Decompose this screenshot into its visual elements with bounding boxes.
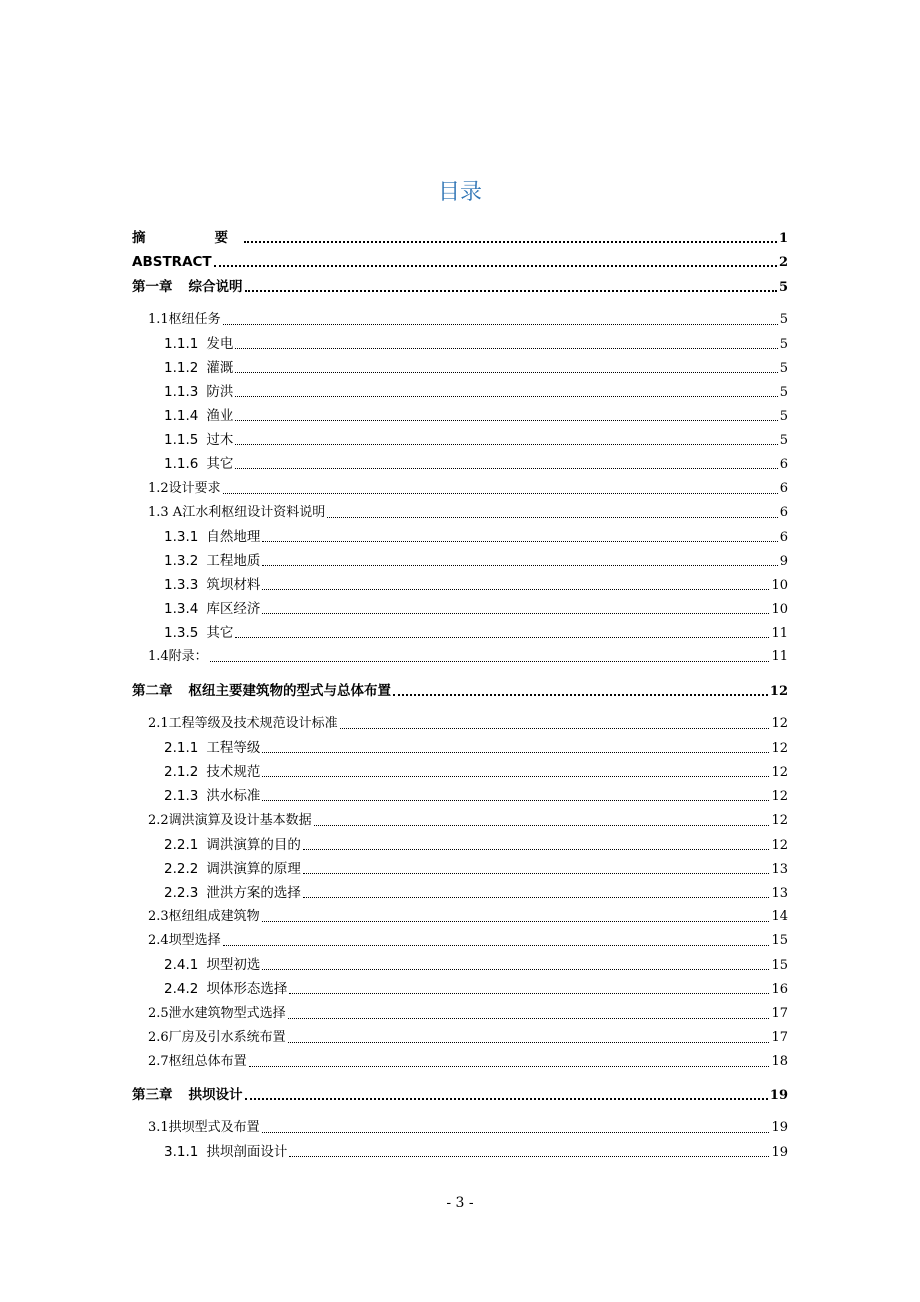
toc-entry[interactable] bbox=[148, 502, 788, 524]
toc-entry-label bbox=[164, 737, 260, 759]
toc-entry[interactable] bbox=[148, 309, 788, 331]
toc-entry-label bbox=[148, 810, 312, 832]
toc-entry-number: 第三章 bbox=[132, 1087, 173, 1103]
toc-entry[interactable] bbox=[164, 405, 788, 427]
toc-entry-text: 2.4坝型选择 bbox=[148, 933, 221, 948]
toc-entry-text: 2.1工程等级及技术规范设计标准 bbox=[148, 716, 338, 731]
page-title: 目录 bbox=[437, 180, 482, 205]
toc-entry-label bbox=[164, 622, 233, 644]
toc-leader-dots bbox=[214, 264, 777, 267]
toc-leader-dots bbox=[303, 848, 770, 850]
toc-leader-dots bbox=[235, 419, 777, 421]
page-number: - 3 - bbox=[446, 1195, 474, 1211]
toc-entry[interactable] bbox=[164, 598, 788, 620]
toc-entry-text: 发电 bbox=[206, 336, 234, 352]
toc-entry-text: 3.1拱坝型式及布置 bbox=[148, 1120, 260, 1135]
toc-entry-number: 第一章 bbox=[132, 279, 173, 295]
toc-entry-page: 5 bbox=[779, 361, 788, 376]
toc-entry-number: 1.3.5 bbox=[164, 625, 199, 641]
toc-entry-page: 5 bbox=[779, 337, 788, 352]
toc-leader-dots bbox=[223, 944, 770, 946]
toc-leader-dots bbox=[223, 492, 778, 494]
toc-entry-text: 灌溉 bbox=[206, 360, 234, 376]
toc-entry-page: 12 bbox=[771, 741, 788, 756]
toc-entry-text: 工程等级 bbox=[206, 740, 261, 756]
toc-entry-text: 工程地质 bbox=[206, 553, 261, 569]
toc-entry-text: 2.5泄水建筑物型式选择 bbox=[148, 1006, 286, 1021]
toc-entry-label bbox=[148, 1027, 286, 1049]
toc-entry-number: 1.1.2 bbox=[164, 360, 199, 376]
toc-entry[interactable] bbox=[148, 713, 788, 735]
toc-entry-number: 1.1.4 bbox=[164, 408, 199, 424]
toc-entry-text: 摘 要 bbox=[132, 230, 242, 246]
toc-entry-text: 调洪演算的原理 bbox=[206, 861, 301, 877]
toc-entry-page: 1 bbox=[778, 231, 788, 246]
toc-entry-text: 枢纽主要建筑物的型式与总体布置 bbox=[188, 683, 391, 699]
toc-leader-dots bbox=[262, 1131, 770, 1133]
toc-entry-label bbox=[164, 333, 233, 355]
toc-entry-label bbox=[164, 526, 260, 548]
toc-entry-page: 12 bbox=[771, 789, 788, 804]
toc-leader-dots bbox=[393, 693, 768, 696]
toc-entry-text: 自然地理 bbox=[206, 529, 261, 545]
toc-entry-number: 2.1.3 bbox=[164, 788, 199, 804]
toc-entry-page: 11 bbox=[771, 626, 788, 641]
toc-entry-text: 1.4附录： bbox=[148, 649, 208, 664]
toc-entry-number: 1.3.1 bbox=[164, 529, 199, 545]
toc-leader-dots bbox=[249, 1065, 770, 1067]
toc-entry-page: 5 bbox=[779, 312, 788, 327]
toc-leader-dots bbox=[289, 992, 769, 994]
toc-entry-text: 拱坝设计 bbox=[188, 1087, 243, 1103]
toc-leader-dots bbox=[244, 240, 777, 243]
toc-entry[interactable] bbox=[164, 333, 788, 355]
toc-entry[interactable] bbox=[164, 429, 788, 451]
toc-entry-page: 12 bbox=[771, 838, 788, 853]
toc-entry-page: 12 bbox=[769, 684, 788, 699]
toc-entry[interactable] bbox=[164, 785, 788, 807]
toc-entry-label bbox=[148, 1051, 247, 1073]
toc-entry-page: 14 bbox=[771, 909, 788, 924]
toc-leader-dots bbox=[245, 289, 777, 292]
toc-entry-page: 18 bbox=[771, 1054, 788, 1069]
toc-entry-label bbox=[148, 502, 325, 524]
toc-entry[interactable] bbox=[164, 381, 788, 403]
toc-entry-number: 1.3.2 bbox=[164, 553, 199, 569]
toc-entry-text: 1.1枢纽任务 bbox=[148, 312, 221, 327]
toc-entry[interactable] bbox=[164, 622, 788, 644]
toc-leader-dots bbox=[235, 443, 777, 445]
toc-entry-page: 5 bbox=[779, 433, 788, 448]
toc-entry-label bbox=[164, 453, 233, 475]
toc-leader-dots bbox=[288, 1041, 770, 1043]
toc-entry-label bbox=[148, 713, 338, 735]
toc-leader-dots bbox=[262, 799, 769, 801]
toc-entry[interactable] bbox=[148, 1051, 788, 1073]
toc-entry-page: 13 bbox=[771, 862, 788, 877]
toc-entry[interactable] bbox=[148, 478, 788, 500]
toc-leader-dots bbox=[235, 371, 777, 373]
toc-entry-label bbox=[164, 785, 260, 807]
toc-entry-label bbox=[148, 478, 221, 500]
toc-entry[interactable] bbox=[164, 737, 788, 759]
toc-entry-label bbox=[132, 251, 212, 273]
toc-entry-page: 6 bbox=[779, 457, 788, 472]
toc-entry-number: 第二章 bbox=[132, 683, 173, 699]
toc-entry[interactable] bbox=[148, 1003, 788, 1025]
toc-entry[interactable] bbox=[132, 276, 788, 298]
toc-entry[interactable] bbox=[148, 906, 788, 928]
toc-entry-label bbox=[148, 930, 221, 952]
toc-entry-label bbox=[148, 309, 221, 331]
toc-entry-page: 9 bbox=[779, 554, 788, 569]
toc-entry-label bbox=[164, 834, 301, 856]
toc-entry[interactable] bbox=[164, 954, 788, 976]
toc-entry-page: 5 bbox=[779, 409, 788, 424]
toc-entry[interactable] bbox=[164, 882, 788, 904]
toc-entry-text: 库区经济 bbox=[206, 601, 261, 617]
toc-entry-label bbox=[164, 1141, 287, 1163]
toc-entry-page: 2 bbox=[778, 255, 788, 270]
toc-leader-dots bbox=[210, 660, 770, 662]
toc-entry-number: 2.4.1 bbox=[164, 957, 199, 973]
toc-entry-text: 坝型初选 bbox=[206, 957, 261, 973]
toc-leader-dots bbox=[303, 896, 770, 898]
toc-entry-page: 10 bbox=[771, 578, 788, 593]
toc-entry-number: 1.3.4 bbox=[164, 601, 199, 617]
toc-leader-dots bbox=[262, 564, 777, 566]
toc-entry[interactable] bbox=[164, 858, 788, 880]
toc-entry-page: 6 bbox=[779, 481, 788, 496]
toc-entry-number: 2.2.3 bbox=[164, 885, 199, 901]
toc-entry[interactable] bbox=[132, 1084, 788, 1106]
toc-entry-label bbox=[164, 381, 233, 403]
toc-leader-dots bbox=[340, 727, 770, 729]
toc-entry-text: 2.3枢纽组成建筑物 bbox=[148, 909, 260, 924]
toc-entry-page: 12 bbox=[771, 813, 788, 828]
toc-entry-label bbox=[164, 598, 260, 620]
toc-entry-text: 1.3 A江水利枢纽设计资料说明 bbox=[148, 505, 326, 520]
toc-leader-dots bbox=[262, 612, 769, 614]
toc-leader-dots bbox=[245, 1097, 768, 1100]
toc-entry-text: 渔业 bbox=[206, 408, 234, 424]
toc-entry-page: 17 bbox=[771, 1030, 788, 1045]
toc-leader-dots bbox=[303, 872, 770, 874]
toc-entry-text: 过木 bbox=[206, 432, 234, 448]
toc-entry-label bbox=[148, 1003, 286, 1025]
toc-entry[interactable] bbox=[164, 453, 788, 475]
toc-entry-page: 5 bbox=[779, 385, 788, 400]
toc-leader-dots bbox=[262, 540, 777, 542]
toc-leader-dots bbox=[235, 347, 777, 349]
toc-entry-page: 15 bbox=[771, 958, 788, 973]
toc-entry-number: 2.2.2 bbox=[164, 861, 199, 877]
toc-entry-text: 其它 bbox=[206, 625, 234, 641]
toc-entry-text: 技术规范 bbox=[206, 764, 261, 780]
toc-entry-label bbox=[148, 1117, 260, 1139]
toc-entry[interactable] bbox=[164, 834, 788, 856]
toc-entry-number: 1.1.1 bbox=[164, 336, 199, 352]
toc-entry-text: ABSTRACT bbox=[132, 254, 212, 270]
toc-entry-text: 2.2调洪演算及设计基本数据 bbox=[148, 813, 312, 828]
toc-entry-page: 19 bbox=[771, 1120, 788, 1135]
toc-entry-text: 调洪演算的目的 bbox=[206, 837, 301, 853]
toc-entry[interactable] bbox=[164, 550, 788, 572]
toc-entry-text: 泄洪方案的选择 bbox=[206, 885, 301, 901]
toc-entry-label bbox=[164, 405, 233, 427]
toc-entry-label bbox=[132, 680, 391, 702]
toc-entry-page: 6 bbox=[779, 505, 788, 520]
toc-entry-number: 2.2.1 bbox=[164, 837, 199, 853]
toc-entry-text: 2.7枢纽总体布置 bbox=[148, 1054, 247, 1069]
toc-entry-page: 15 bbox=[771, 933, 788, 948]
toc-entry[interactable] bbox=[132, 680, 788, 702]
toc-entry[interactable] bbox=[132, 227, 788, 249]
toc-leader-dots bbox=[223, 323, 778, 325]
toc-leader-dots bbox=[262, 968, 769, 970]
toc-entry-label bbox=[164, 429, 233, 451]
toc-entry-page: 10 bbox=[771, 602, 788, 617]
toc-entry-label bbox=[164, 357, 233, 379]
toc-entry-label bbox=[164, 882, 301, 904]
toc-leader-dots bbox=[262, 588, 769, 590]
toc-leader-dots bbox=[289, 1155, 769, 1157]
toc-leader-dots bbox=[235, 395, 777, 397]
toc-entry-text: 其它 bbox=[206, 456, 234, 472]
toc-leader-dots bbox=[235, 636, 769, 638]
toc-entry-label bbox=[132, 227, 242, 249]
toc-entry-label bbox=[148, 646, 208, 668]
toc-entry-label bbox=[164, 574, 260, 596]
toc-entry[interactable] bbox=[148, 1117, 788, 1139]
toc-entry[interactable] bbox=[148, 810, 788, 832]
toc-leader-dots bbox=[327, 516, 778, 518]
toc-entry-text: 综合说明 bbox=[188, 279, 243, 295]
toc-leader-dots bbox=[235, 467, 777, 469]
toc-entry-number: 1.1.6 bbox=[164, 456, 199, 472]
toc-entry-label bbox=[164, 858, 301, 880]
toc-entry[interactable] bbox=[164, 1141, 788, 1163]
toc-entry-page: 13 bbox=[771, 886, 788, 901]
toc-entry-number: 2.1.2 bbox=[164, 764, 199, 780]
toc-entry-page: 16 bbox=[771, 982, 788, 997]
toc-entry-page: 17 bbox=[771, 1006, 788, 1021]
toc-entry[interactable] bbox=[164, 761, 788, 783]
toc-entry[interactable] bbox=[148, 1027, 788, 1049]
toc-entry-number: 1.1.3 bbox=[164, 384, 199, 400]
toc-entry[interactable] bbox=[164, 357, 788, 379]
toc-entry[interactable] bbox=[148, 930, 788, 952]
toc-entry-label bbox=[148, 906, 260, 928]
toc-leader-dots bbox=[262, 751, 769, 753]
toc-entry-text: 坝体形态选择 bbox=[206, 981, 288, 997]
toc-entry[interactable] bbox=[164, 978, 788, 1000]
toc-entry-label bbox=[164, 761, 260, 783]
toc-leader-dots bbox=[314, 824, 770, 826]
toc-entry-label bbox=[164, 978, 287, 1000]
toc-entry[interactable] bbox=[132, 251, 788, 273]
toc-entry-page: 19 bbox=[771, 1145, 788, 1160]
toc-entry-number: 1.3.3 bbox=[164, 577, 199, 593]
toc-entry-number: 2.1.1 bbox=[164, 740, 199, 756]
toc-entry-text: 拱坝剖面设计 bbox=[206, 1144, 288, 1160]
toc-entry-number: 1.1.5 bbox=[164, 432, 199, 448]
toc-entry[interactable] bbox=[148, 646, 788, 668]
toc-entry-page: 19 bbox=[769, 1088, 788, 1103]
toc-entry-text: 2.6厂房及引水系统布置 bbox=[148, 1030, 286, 1045]
toc-entry-number: 2.4.2 bbox=[164, 981, 199, 997]
toc-leader-dots bbox=[262, 775, 769, 777]
toc-entry-page: 12 bbox=[771, 716, 788, 731]
toc-entry[interactable] bbox=[164, 526, 788, 548]
toc-entry-label bbox=[164, 954, 260, 976]
toc-entry-page: 6 bbox=[779, 530, 788, 545]
toc-entry-page: 12 bbox=[771, 765, 788, 780]
toc-entry-page: 5 bbox=[778, 280, 788, 295]
toc-entry-label bbox=[132, 1084, 243, 1106]
toc-entry-text: 洪水标准 bbox=[206, 788, 261, 804]
toc-entry-text: 筑坝材料 bbox=[206, 577, 261, 593]
toc-entry[interactable] bbox=[164, 574, 788, 596]
toc-entry-page: 11 bbox=[771, 649, 788, 664]
toc-entry-label bbox=[164, 550, 260, 572]
toc-entry-label bbox=[132, 276, 243, 298]
toc-entry-text: 防洪 bbox=[206, 384, 234, 400]
toc-leader-dots bbox=[288, 1017, 770, 1019]
toc-entry-text: 1.2设计要求 bbox=[148, 481, 221, 496]
toc-entry-number: 3.1.1 bbox=[164, 1144, 199, 1160]
toc-leader-dots bbox=[262, 920, 770, 922]
